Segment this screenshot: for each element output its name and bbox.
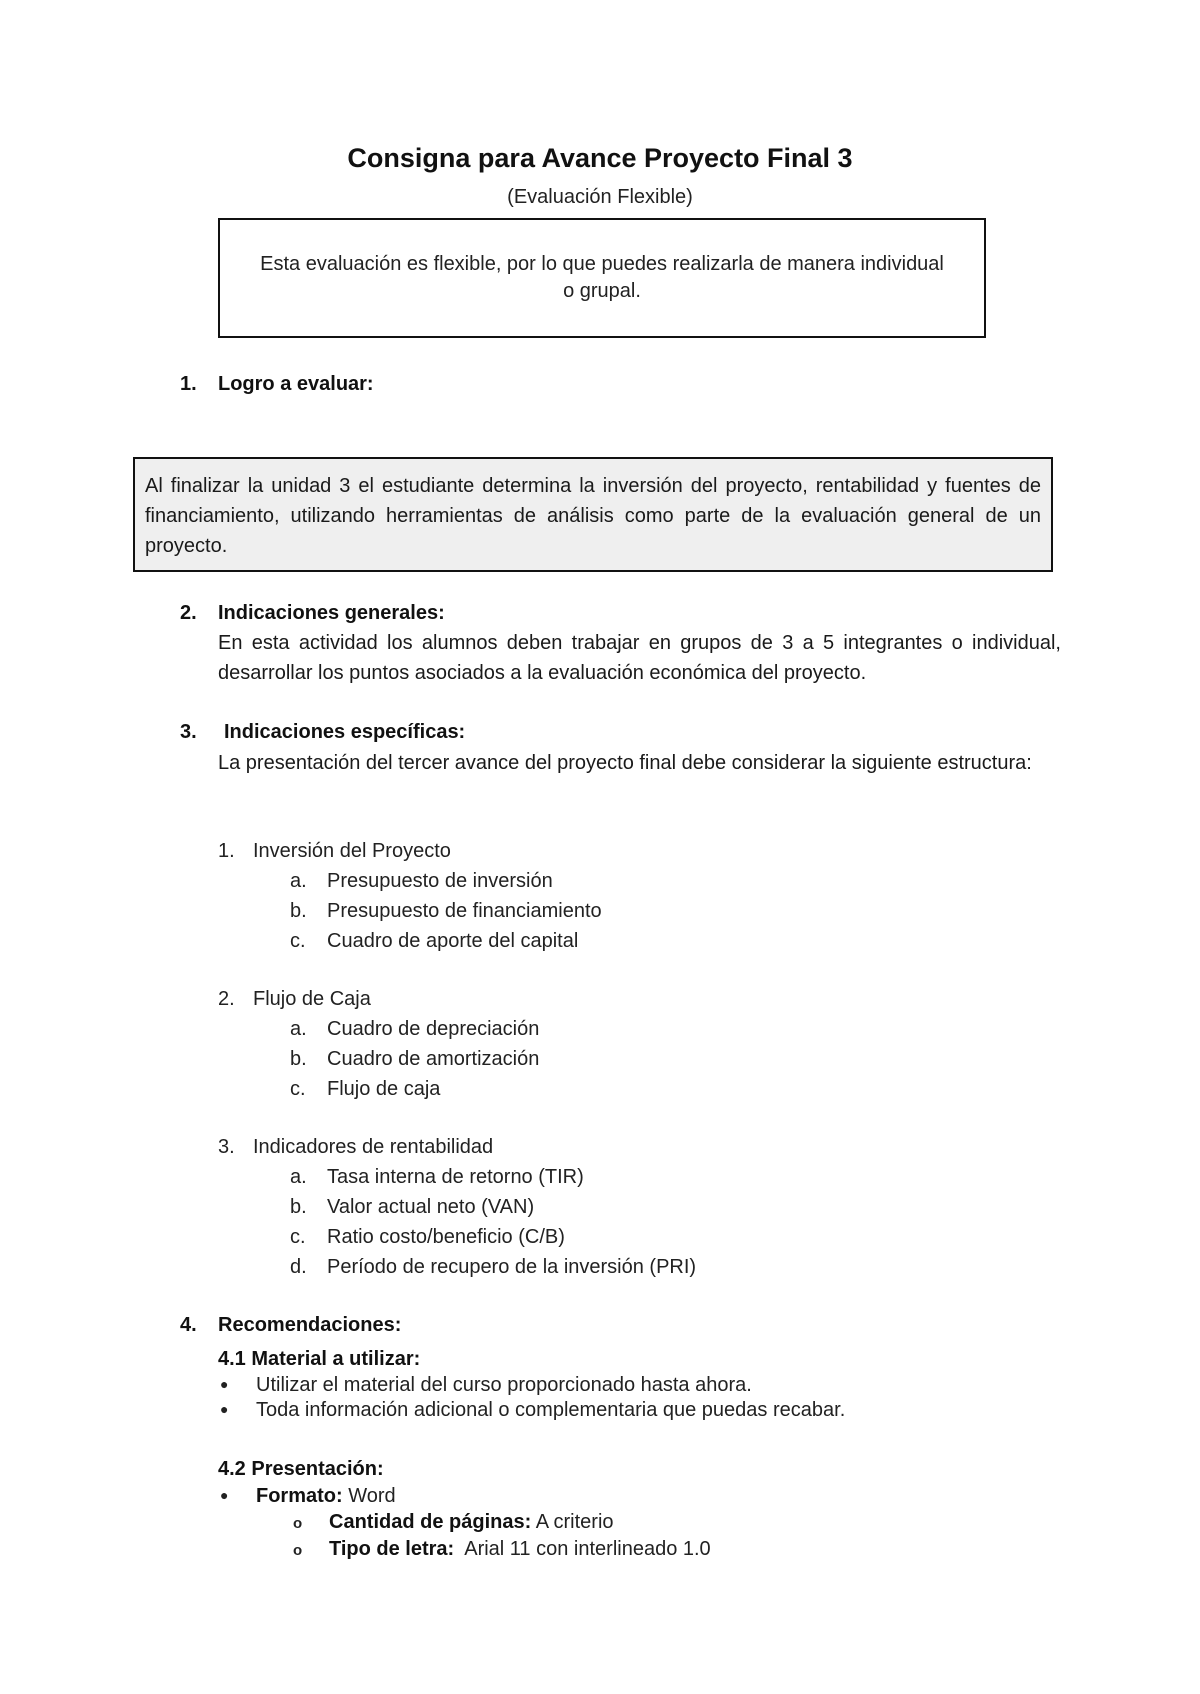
learning-goal-box [133,457,1053,572]
list-label: Valor actual neto (VAN) [327,1196,535,1218]
list-label: Ratio costo/beneficio (C/B) [327,1226,565,1248]
list-number: 1. [218,840,235,862]
list-letter: b. [290,1196,307,1218]
list-subitem [290,1078,440,1101]
list-letter: c. [290,1078,306,1100]
list-label: Tasa interna de retorno (TIR) [327,1166,584,1188]
bullet-text: Toda información adicional o complementaria que puedas recabar. [256,1399,846,1421]
format-subbullet [293,1511,614,1534]
presentation-heading: 4.2 Presentación: [218,1458,384,1480]
list-subitem [290,930,578,953]
pages-label: Cantidad de páginas: [329,1511,532,1533]
flexible-evaluation-note: Esta evaluación es flexible, por lo que puedes realizarla de manera individual o grupal. [260,253,944,302]
list-letter: a. [290,870,307,892]
section-title: Logro a evaluar: [218,373,374,395]
list-label: Flujo de Caja [253,988,371,1010]
list-label: Cuadro de depreciación [327,1018,540,1040]
list-subitem [290,900,602,923]
list-label: Cuadro de amortización [327,1048,540,1070]
page-title: Consigna para Avance Proyecto Final 3 [347,143,853,173]
list-label: Inversión del Proyecto [253,840,451,862]
section-2-text: En esta actividad los alumnos deben trabajar en grupos de 3 a 5 integrantes o individual, desarrollar los puntos asociados a la evaluación económica del proyecto. [218,632,1061,684]
list-subitem [290,1018,539,1041]
list-subitem [290,1048,539,1071]
pages-value: A criterio [531,1511,614,1533]
list-label: Presupuesto de inversión [327,870,553,892]
material-bullet [218,1374,752,1397]
section-2-heading [180,602,445,625]
format-subbullet [293,1538,711,1561]
bullet-icon: ● [220,1376,229,1392]
list-letter: d. [290,1256,307,1278]
list-number: 3. [218,1136,235,1158]
flexible-evaluation-note-box [218,218,986,338]
list-subitem [290,1256,696,1279]
sub-bullet-icon: o [293,1542,303,1559]
list-item [218,988,371,1011]
list-letter: c. [290,930,306,952]
section-4-heading [180,1314,401,1337]
list-item [218,1136,493,1159]
list-letter: a. [290,1166,307,1188]
section-title: Recomendaciones: [218,1314,402,1336]
material-bullet [218,1399,845,1422]
list-number: 2. [218,988,235,1010]
list-letter: a. [290,1018,307,1040]
list-label: Período de recupero de la inversión (PRI) [327,1256,697,1278]
bullet-icon: ● [220,1401,229,1417]
section-title: Indicaciones específicas: [224,721,466,743]
material-heading: 4.1 Material a utilizar: [218,1348,421,1370]
list-subitem [290,1226,565,1249]
section-title: Indicaciones generales: [218,602,445,624]
format-bullet [218,1485,396,1508]
list-label: Cuadro de aporte del capital [327,930,579,952]
section-1-heading [180,373,374,396]
bullet-icon: ● [220,1487,229,1503]
list-label: Presupuesto de financiamiento [327,900,602,922]
learning-goal-text: Al finalizar la unidad 3 el estudiante determina la inversión del proyecto, rentabilidad y fuentes de financiamiento, utilizando herramientas de análisis como parte de la evaluación general de un proyecto. [145,475,1041,557]
bullet-text: Utilizar el material del curso proporcionado hasta ahora. [256,1374,752,1396]
list-item [218,840,451,863]
list-letter: b. [290,1048,307,1070]
list-letter: b. [290,900,307,922]
section-number: 4. [180,1314,197,1336]
section-number: 3. [180,721,197,743]
font-label: Tipo de letra: [329,1538,455,1560]
format-label: Formato: [256,1485,343,1507]
font-value: Arial 11 con interlineado 1.0 [454,1538,711,1560]
section-3-text: La presentación del tercer avance del proyecto final debe considerar la siguiente estructura: [218,752,1032,774]
section-number: 2. [180,602,197,624]
section-number: 1. [180,373,197,395]
page-subtitle: (Evaluación Flexible) [507,186,693,208]
list-label: Indicadores de rentabilidad [253,1136,494,1158]
list-letter: c. [290,1226,306,1248]
sub-bullet-icon: o [293,1515,303,1532]
section-3-heading [180,721,465,744]
list-subitem [290,1166,584,1189]
list-subitem [290,870,553,893]
format-value: Word [342,1485,396,1507]
list-label: Flujo de caja [327,1078,441,1100]
list-subitem [290,1196,534,1219]
